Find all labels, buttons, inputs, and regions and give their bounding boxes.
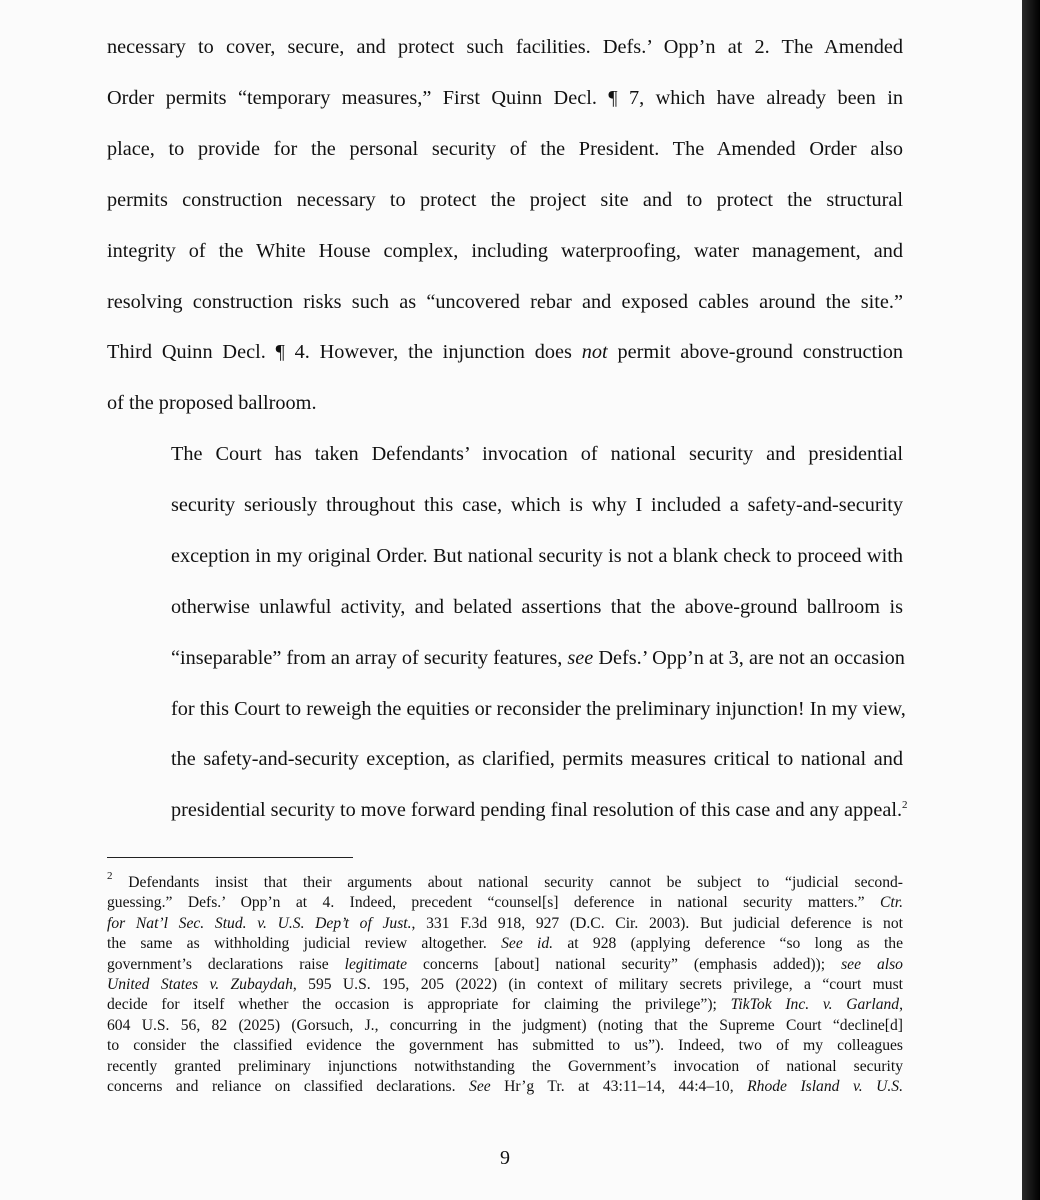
text-line: exception in my original Order. But national security is not a blank check to proceed with (171, 544, 903, 567)
text-run: , 595 U.S. 195, 205 (2022) (in context of military secrets privilege, a “court must (292, 976, 904, 994)
text-run: Third Quinn Decl. ¶ 4. However, the injunction does (107, 341, 582, 364)
text-run: concerns [about] national security” (emphasis added)); (407, 955, 842, 973)
citation-italic: TikTok Inc. v. Garland (730, 996, 900, 1014)
citation-italic: United States v. Zubaydah (107, 976, 293, 994)
footnote-line (107, 893, 903, 913)
text-line (107, 633, 903, 684)
text-line: of the proposed ballroom. (107, 392, 317, 415)
text-run: permit above-ground construction (607, 341, 904, 364)
footnote-line: recently granted preliminary injunctions notwithstanding the Government’s invocation of national security (107, 1057, 903, 1075)
text-run: Defendants insist that their arguments about national security cannot be subject to “judicial second- (112, 874, 903, 891)
text-run: presidential security to move forward pending final resolution of this case and any appeal. (171, 799, 903, 822)
text-run: Hr’g Tr. at 43:11–14, 44:4–10, (490, 1078, 748, 1096)
citation-italic: Rhode Island v. U.S. (747, 1078, 903, 1096)
footnote-line (107, 955, 903, 975)
citation-italic: See id. (501, 935, 554, 953)
footnote-line: to consider the classified evidence the government has submitted to us”). Indeed, two of my colleagues (107, 1037, 903, 1055)
text-run: , (899, 996, 904, 1014)
footnote-line (107, 1077, 903, 1097)
body-paragraph-1 (107, 22, 903, 429)
text-run: concerns and reliance on classified declarations. (107, 1078, 470, 1096)
footnote-line: 604 U.S. 56, 82 (2025) (Gorsuch, J., concurring in the judgment) (noting that the Supreme Court “decline[d] (107, 1016, 903, 1034)
footnote-reference[interactable]: 2 (902, 799, 908, 812)
footnote-divider (107, 857, 353, 858)
text-run: government’s declarations raise (107, 955, 345, 973)
text-line (107, 785, 908, 836)
text-line: Order permits “temporary measures,” First Quinn Decl. ¶ 7, which have already been in (107, 86, 903, 109)
text-line: for this Court to reweigh the equities or reconsider the preliminary injunction! In my view, (171, 697, 906, 720)
text-run: , 331 F.3d 918, 927 (D.C. Cir. 2003). But judicial deference is not (411, 914, 903, 932)
footnote-line (107, 995, 903, 1015)
emphasis-text: not (581, 341, 608, 364)
text-line: otherwise unlawful activity, and belated assertions that the above-ground ballroom is (171, 595, 903, 618)
text-line: integrity of the White House complex, including waterproofing, water management, and (107, 239, 903, 262)
text-run: at 928 (applying deference “so long as the (553, 935, 903, 953)
text-line: security seriously throughout this case, which is why I included a safety-and-security (171, 493, 903, 516)
text-line: necessary to cover, secure, and protect such facilities. Defs.’ Opp’n at 2. The Amended (107, 36, 903, 58)
page-number: 9 (500, 1147, 510, 1169)
text-run: decide for itself whether the occasion is appropriate for claiming the privilege”); (107, 996, 731, 1014)
text-line: place, to provide for the personal security of the President. The Amended Order also (107, 137, 903, 160)
citation-italic: see also (841, 955, 903, 973)
text-line: permits construction necessary to protect the project site and to protect the structural (107, 188, 903, 211)
footnote-line (107, 914, 903, 934)
footnote-line (107, 975, 903, 995)
footnote-2 (107, 870, 904, 1097)
text-line: the safety-and-security exception, as clarified, permits measures critical to national and (171, 748, 903, 771)
emphasis-text: legitimate (344, 955, 407, 973)
footnote-marker: 2 (107, 870, 113, 882)
footnote-line (107, 934, 903, 954)
citation-italic: See (469, 1078, 491, 1096)
footnote-line (107, 870, 903, 893)
scan-border (1022, 0, 1040, 1200)
text-run: guessing.” Defs.’ Opp’n at 4. Indeed, precedent “counsel[s] deference in national security matters.” (107, 894, 881, 912)
emphasis-text: see (567, 646, 594, 669)
citation-italic: Ctr. (880, 894, 903, 912)
citation-italic: for Nat’l Sec. Stud. v. U.S. Dep’t of Just. (107, 914, 412, 932)
text-line (107, 327, 903, 378)
text-run: Defs.’ Opp’n at 3, are not an occasion (593, 646, 905, 669)
body-paragraph-2 (107, 429, 908, 836)
text-run: “inseparable” from an array of security features, (171, 646, 568, 669)
text-run: the same as withholding judicial review altogether. (107, 935, 502, 953)
text-line: resolving construction risks such as “uncovered rebar and exposed cables around the site.” (107, 290, 903, 313)
text-line: The Court has taken Defendants’ invocation of national security and presidential (171, 443, 903, 465)
